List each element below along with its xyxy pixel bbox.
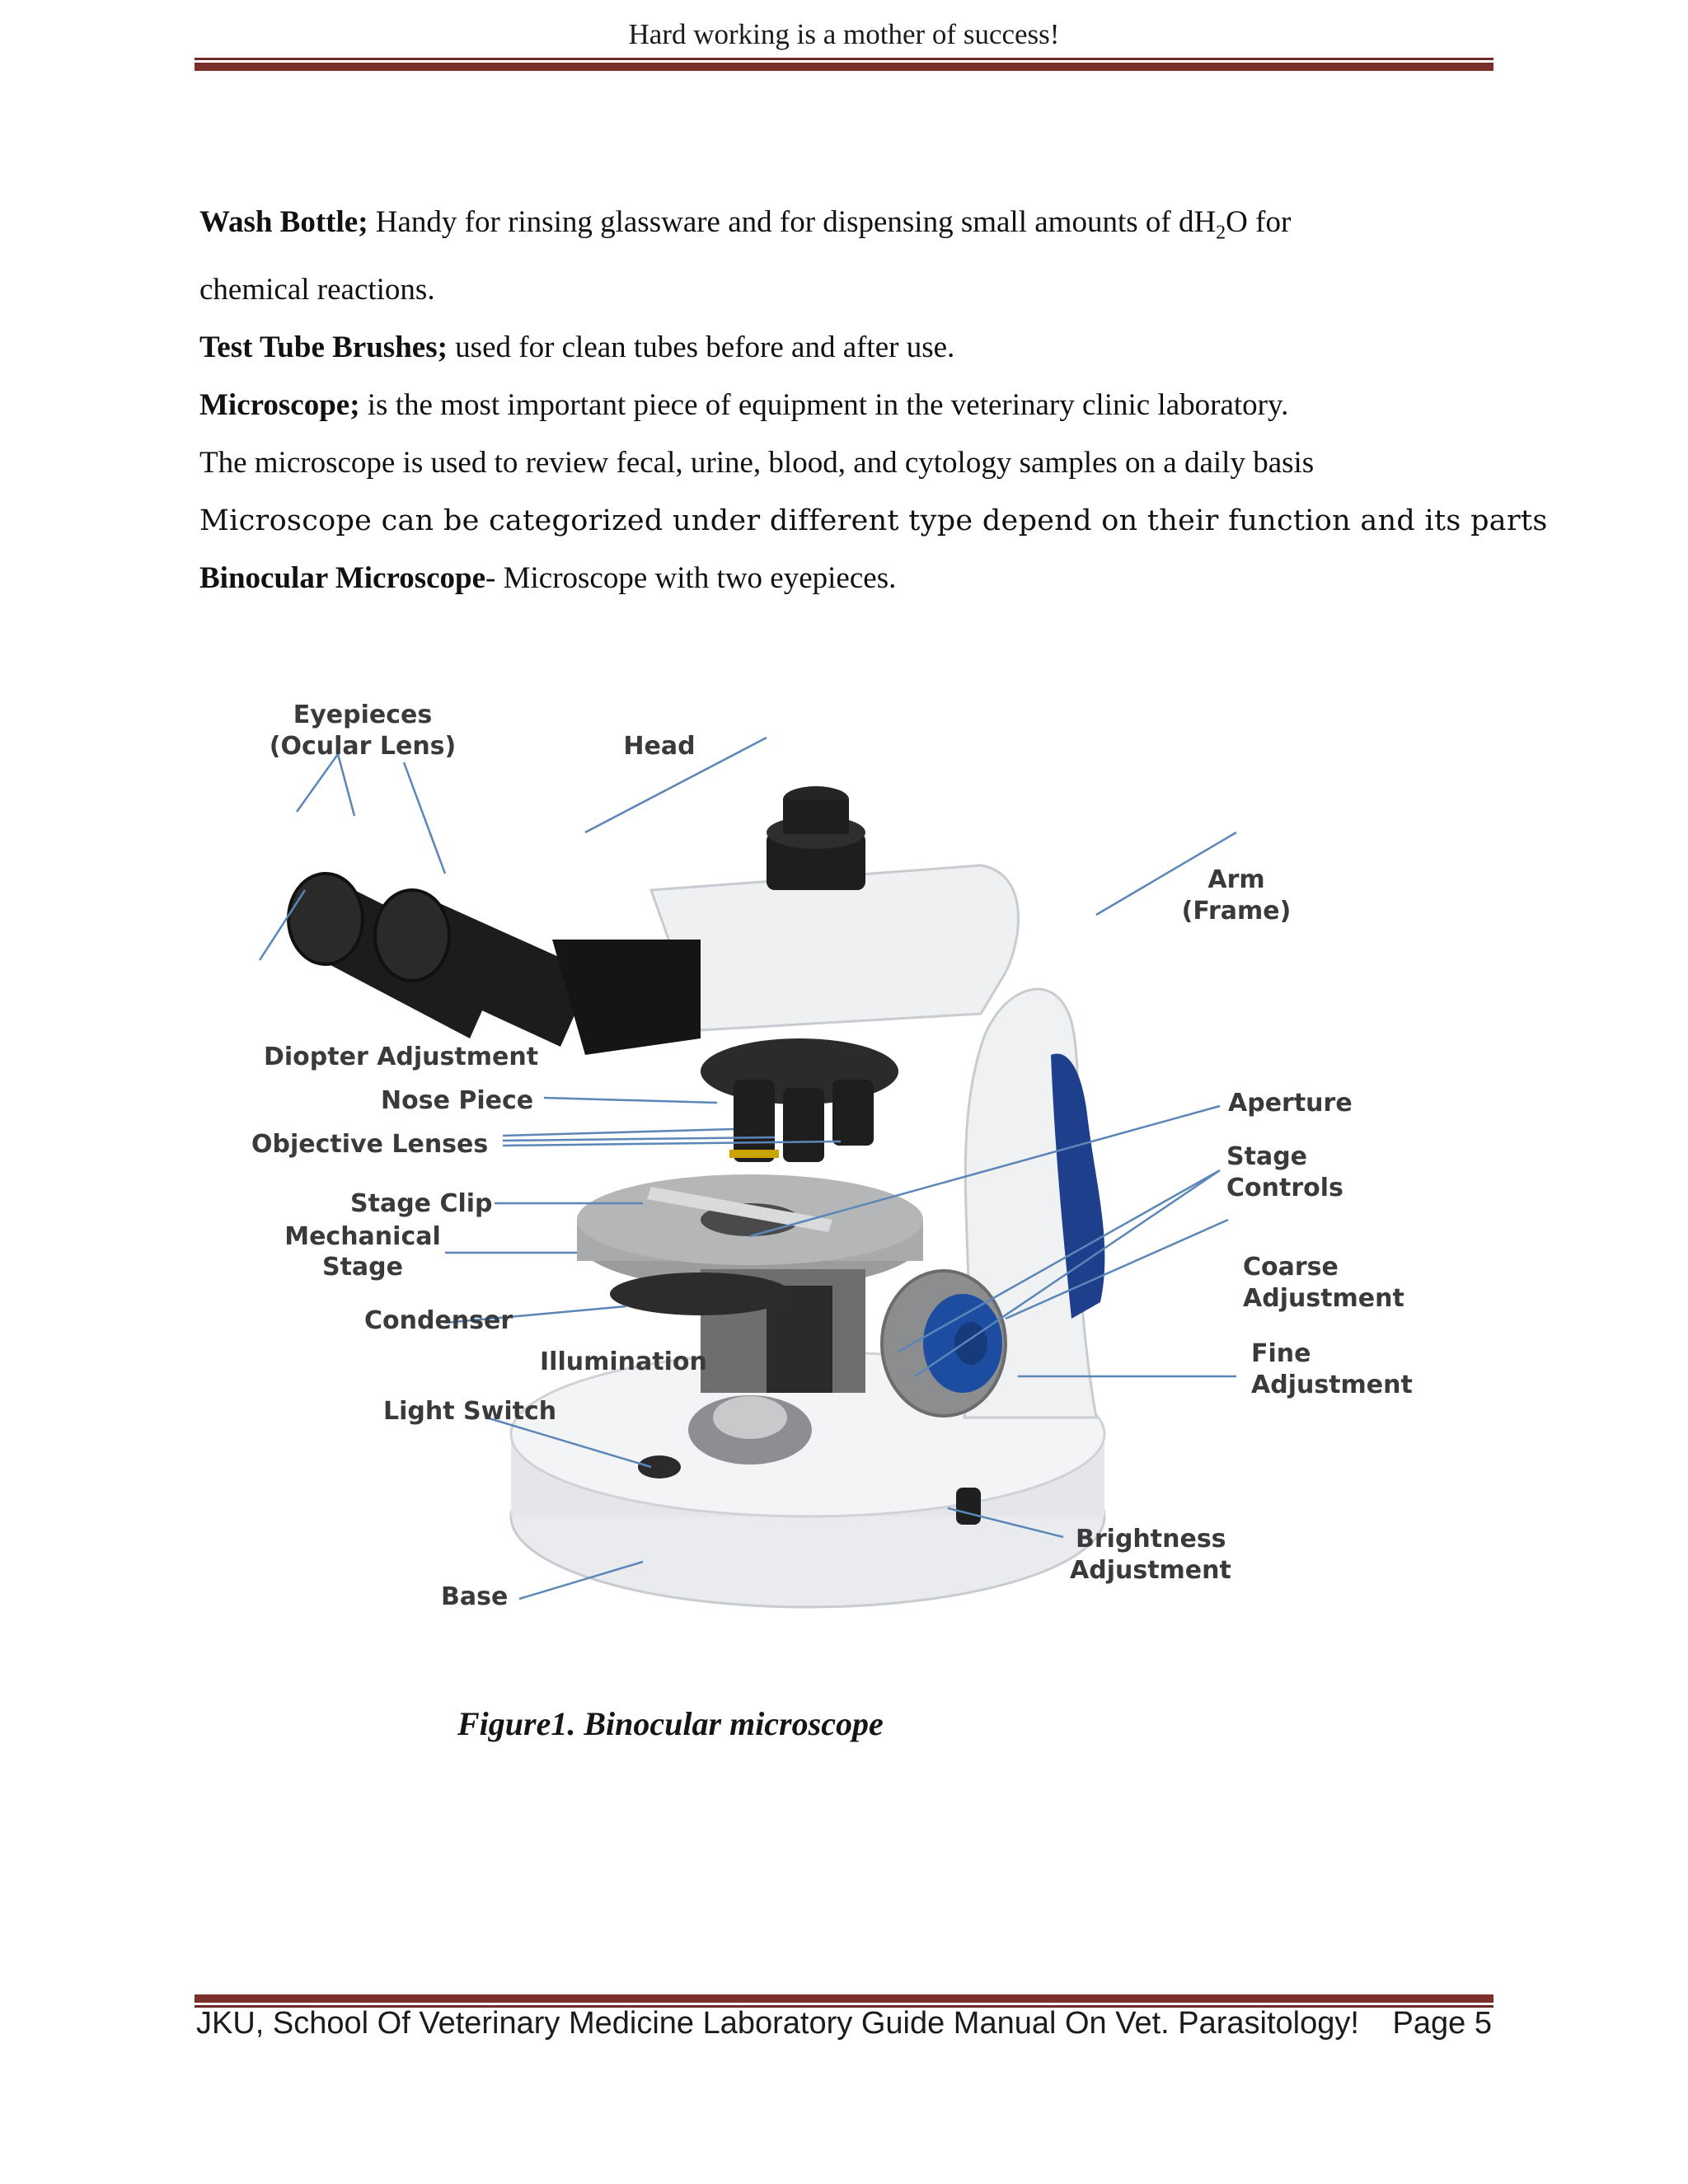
camera-port-barrel: [783, 799, 849, 834]
page-header-title: Hard working is a mother of success!: [628, 18, 1060, 50]
label-fine-1: Fine: [1251, 1339, 1311, 1368]
objective-3-shape: [832, 1080, 874, 1146]
label-stage-controls-2: Controls: [1226, 1174, 1343, 1202]
label-coarse-2: Adjustment: [1243, 1284, 1404, 1313]
label-illumination: Illumination: [540, 1347, 707, 1376]
page-footer: [196, 2006, 1492, 2041]
label-stage-controls-1: Stage: [1226, 1142, 1308, 1171]
label-eyepieces-2: (Ocular Lens): [269, 732, 457, 761]
figure-caption: Figure1. Binocular microscope: [457, 1705, 884, 1742]
label-objective: Objective Lenses: [251, 1130, 489, 1159]
label-brightness-2: Adjustment: [1070, 1556, 1231, 1585]
label-arm-2: (Frame): [1181, 897, 1292, 926]
wash-bottle-continued: chemical reactions.: [199, 273, 435, 307]
label-nose-piece: Nose Piece: [381, 1086, 534, 1115]
illuminator-lens: [713, 1396, 787, 1439]
test-tube-term: Test Tube Brushes;: [199, 330, 448, 365]
label-base: Base: [441, 1582, 509, 1611]
microscope-term: Microscope;: [199, 388, 360, 423]
page-number: Page 5: [1392, 2006, 1492, 2041]
fine-knob-center: [954, 1322, 987, 1365]
label-head: Head: [623, 732, 696, 761]
body-text: [199, 194, 1548, 607]
objective-band-shape: [729, 1150, 779, 1158]
microscope-diagram: [239, 692, 1442, 1640]
label-eyepieces-1: Eyepieces: [293, 701, 433, 729]
label-condenser: Condenser: [364, 1306, 513, 1335]
label-brightness-1: Brightness: [1076, 1525, 1226, 1554]
objective-2-shape: [783, 1088, 824, 1162]
light-switch-shape: [638, 1455, 681, 1479]
left-eyepiece-cup: [288, 874, 363, 964]
label-mech-stage-1: Mechanical: [284, 1222, 441, 1251]
eyepiece-tube-shape: [552, 940, 701, 1055]
label-arm-1: Arm: [1207, 865, 1265, 894]
right-eyepiece-cup: [375, 890, 449, 981]
label-diopter: Diopter Adjustment: [264, 1043, 539, 1071]
wash-bottle-paragraph: Wash Bottle; Handy for rinsing glassware and for dispensing small amounts of $dH_2O$ for: [199, 205, 1292, 244]
brightness-knob-shape: [956, 1488, 981, 1525]
microscope-use-line: The microscope is used to review fecal, urine, blood, and cytology samples on a daily basis: [199, 446, 1315, 480]
label-coarse-1: Coarse: [1243, 1253, 1339, 1282]
microscope-figure: [239, 692, 1442, 1640]
label-mech-stage-2: Stage: [321, 1253, 404, 1282]
binocular-paragraph: Binocular Microscope- Microscope with two eyepieces.: [199, 561, 897, 596]
label-stage-clip: Stage Clip: [350, 1189, 493, 1218]
test-tube-paragraph: Test Tube Brushes; used for clean tubes before and after use.: [199, 330, 955, 365]
binocular-term: Binocular Microscope: [199, 561, 486, 596]
label-aperture: Aperture: [1228, 1089, 1353, 1118]
label-fine-2: Adjustment: [1251, 1371, 1413, 1399]
microscope-types-line: Microscope can be categorized under different type depend on their function and its parts: [199, 504, 1548, 538]
label-light-switch: Light Switch: [383, 1397, 557, 1426]
microscope-paragraph: Microscope; is the most important piece of equipment in the veterinary clinic laboratory.: [199, 388, 1289, 423]
wash-bottle-term: Wash Bottle;: [199, 205, 368, 239]
condenser-shape: [610, 1272, 791, 1315]
footer-title: JKU, School Of Veterinary Medicine Laboratory Guide Manual On Vet. Parasitology!: [196, 2006, 1359, 2041]
header-rule: [195, 58, 1493, 71]
